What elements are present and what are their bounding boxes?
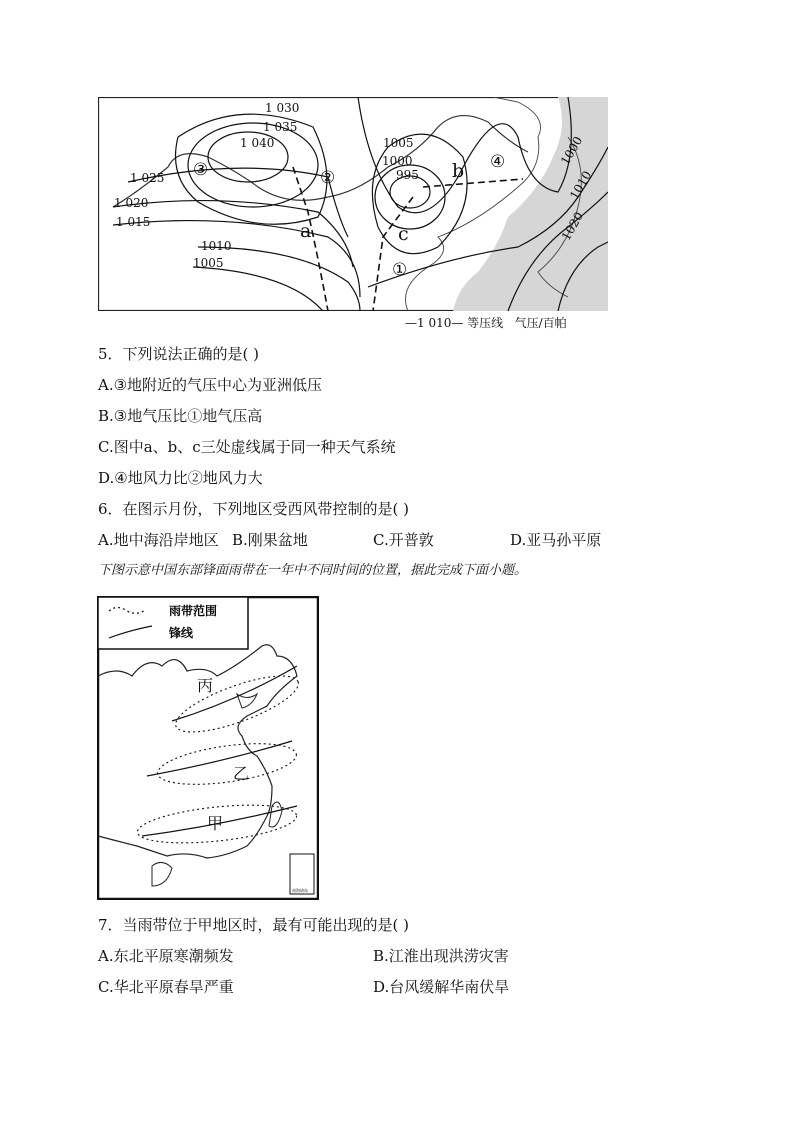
isobar-map [98,97,608,311]
isobar-label: 1 020 [114,196,149,210]
isobar-label: 1010 [567,168,595,202]
rain-belt-map [97,596,319,900]
isobar-label: 1 030 [265,101,300,115]
question-7-stem: 7．当雨带位于甲地区时，最有可能出现的是( ) [98,916,410,934]
isobar-label: 1005 [383,136,414,150]
point-label: ① [392,260,408,280]
isobar-label: 1000 [557,133,586,168]
question-7-option-c: C.华北平原春旱严重 [98,978,234,996]
point-label: ③ [193,160,209,180]
question-5-option-b: B.③地气压比①地气压高 [98,407,263,425]
question-6-option-b: B.刚果盆地 [232,531,308,549]
point-label: a [300,220,312,242]
legend-front-label: 锋线 [169,626,194,640]
section-intro: 下图示意中国东部锋面雨带在一年中不同时间的位置，据此完成下面小题。 [98,563,528,578]
isobar-label: 1 015 [116,215,151,229]
question-6-stem: 6．在图示月份，下列地区受西风带控制的是( ) [98,500,410,518]
question-6-option-d: D.亚马孙平原 [510,531,602,549]
point-label: ④ [490,152,506,172]
question-5-option-c: C.图中a、b、c三处虚线属于同一种天气系统 [98,438,396,456]
point-label: b [452,160,465,182]
isobar-label: 1005 [193,256,224,270]
isobar-label: 1 040 [240,136,275,150]
legend-rain-label: 雨带范围 [169,604,218,618]
isobar-label: 1 035 [263,120,298,134]
region-label: 丙 [197,676,214,695]
inset-label: 南海诸岛 [292,888,308,893]
point-label: c [398,223,409,245]
question-7-option-a: A.东北平原寒潮频发 [98,947,234,965]
point-label: ② [320,168,336,188]
question-6-option-a: A.地中海沿岸地区 [98,531,219,549]
isobar-label: 1010 [201,239,232,253]
isobar-label: 995 [396,168,419,182]
isobar-label: 1020 [558,209,587,243]
question-5-stem: 5．下列说法正确的是( ) [98,345,260,363]
question-6-option-c: C.开普敦 [373,531,434,549]
isobar-label: 1 025 [130,171,165,185]
region-label: 乙 [233,764,250,783]
question-5-option-a: A.③地附近的气压中心为亚洲低压 [98,376,323,394]
question-7-option-b: B.江淮出现洪涝灾害 [373,947,509,965]
map1-legend: —1 010— 等压线 气压/百帕 [405,316,567,330]
question-5-option-d: D.④地风力比②地风力大 [98,469,263,487]
isobar-label: 1000 [382,154,413,168]
region-label: 甲 [207,814,224,833]
question-7-option-d: D.台风缓解华南伏旱 [373,978,510,996]
